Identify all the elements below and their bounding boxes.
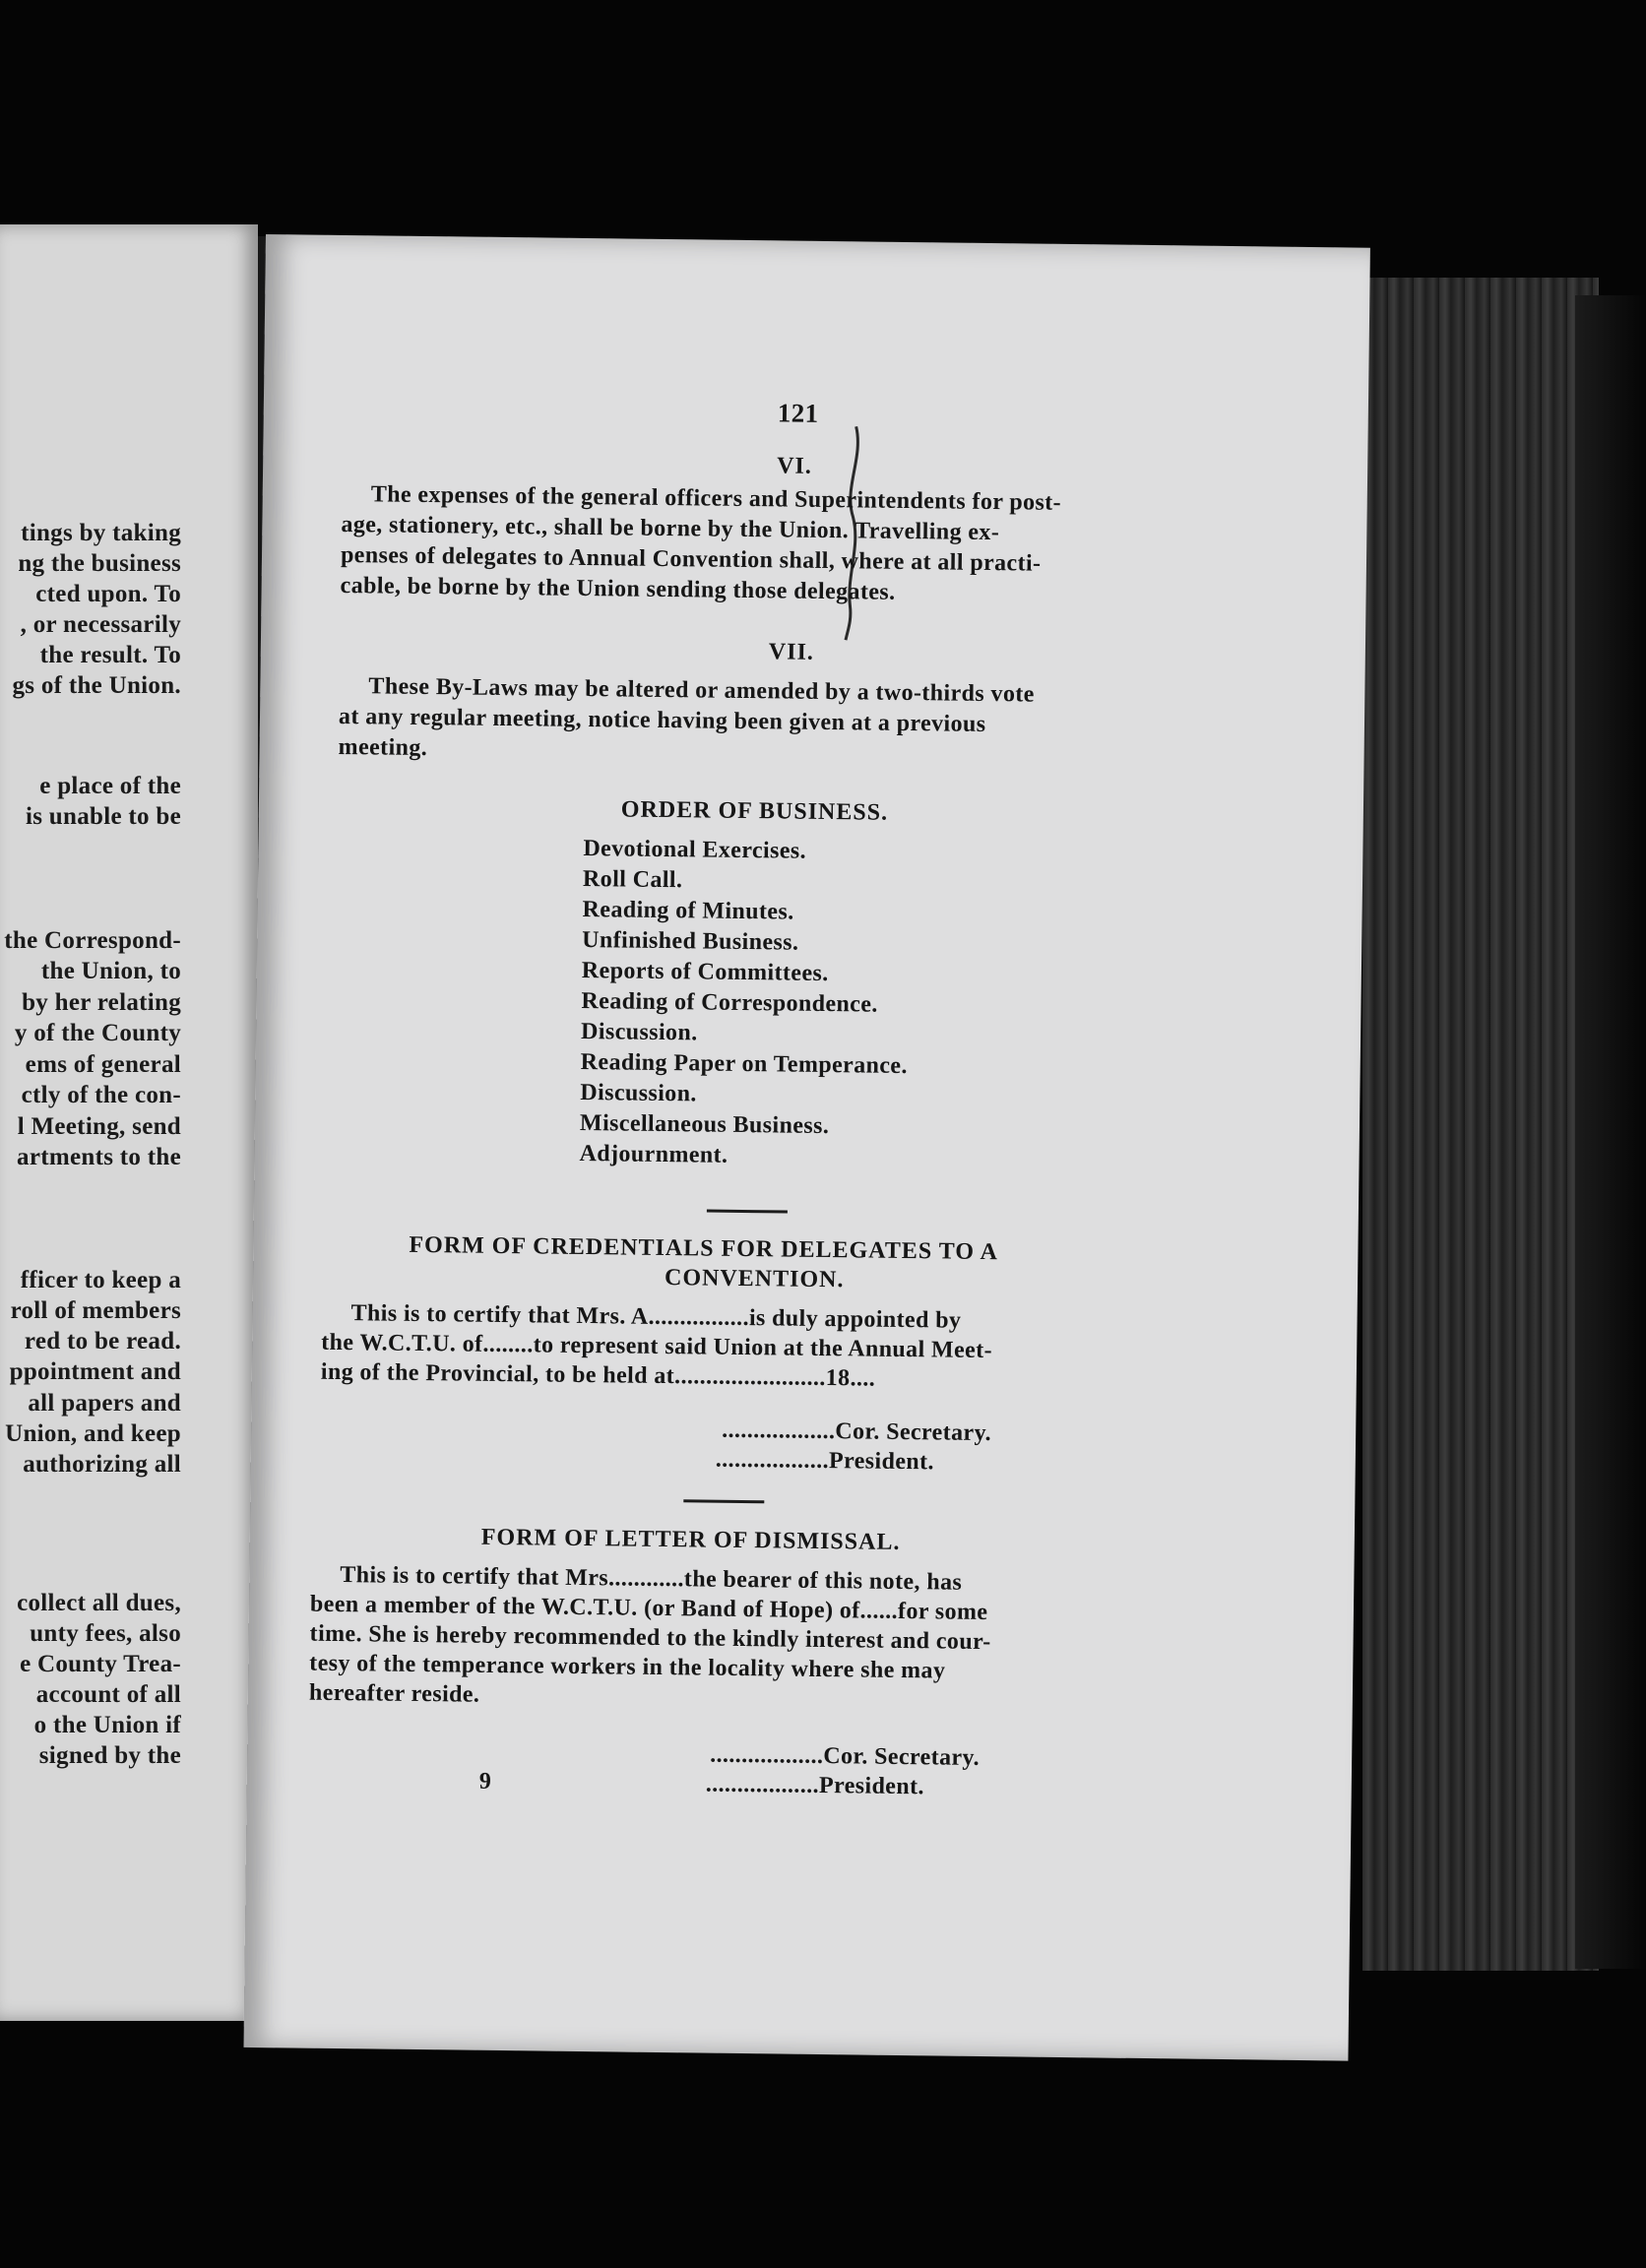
left-page-line: y of the County	[14, 1020, 181, 1046]
credentials-president-signature: ..................President.	[715, 1446, 935, 1476]
dismissal-line: been a member of the W.C.T.U. (or Band of Hope) of......for some	[309, 1591, 988, 1626]
page-edges	[1362, 278, 1599, 1971]
left-page-line: signed by the	[38, 1742, 181, 1769]
left-page-line: o the Union if	[33, 1712, 181, 1738]
page-edges-shadow	[1575, 295, 1646, 1969]
dismissal-heading: FORM OF LETTER OF DISMISSAL.	[480, 1524, 901, 1555]
left-page-line: by her relating	[22, 989, 181, 1016]
left-page-line: ems of general	[25, 1051, 181, 1078]
left-page-line: ng the business	[18, 550, 181, 577]
left-page-line: fficer to keep a	[20, 1267, 181, 1293]
left-page-line: e County Trea-	[20, 1651, 181, 1677]
left-page-line: authorizing all	[23, 1451, 181, 1478]
order-item: Reading of Minutes.	[582, 896, 794, 925]
left-page-line: collect all dues,	[17, 1590, 181, 1616]
dismissal-line: hereafter reside.	[308, 1679, 480, 1708]
left-page-line: ppointment and	[9, 1358, 181, 1385]
section-vii-line: meeting.	[338, 733, 428, 762]
dismissal-line: tesy of the temperance workers in the locality where she may	[309, 1650, 946, 1684]
dismissal-line: time. She is hereby recommended to the kindly interest and cour-	[309, 1620, 991, 1656]
credentials-line: ing of the Provincial, to be held at........................18....	[320, 1358, 876, 1392]
left-page-line: l Meeting, send	[17, 1113, 181, 1140]
dismissal-line: This is to certify that Mrs............the bearer of this note, has	[340, 1562, 963, 1596]
credentials-secretary-signature: ..................Cor. Secretary.	[722, 1417, 992, 1447]
left-page	[0, 224, 258, 2021]
left-page-line: the Correspond-	[4, 927, 181, 954]
credentials-heading-line2: CONVENTION.	[664, 1265, 845, 1293]
section-vii-line: These By-Laws may be altered or amended by a two-thirds vote	[368, 673, 1035, 708]
page-number: 121	[777, 398, 819, 428]
left-page-line: account of all	[35, 1681, 181, 1708]
section-vi-line: The expenses of the general officers and Superintendents for post-	[370, 481, 1062, 516]
left-page-line: roll of members	[10, 1297, 181, 1324]
section-divider	[707, 1210, 788, 1214]
left-page-line: red to be read.	[24, 1328, 181, 1354]
order-item: Miscellaneous Business.	[579, 1109, 830, 1140]
section-vii-line: at any regular meeting, notice having been given at a previous	[338, 703, 986, 737]
credentials-line: the W.C.T.U. of........to represent said Union at the Annual Meet-	[321, 1329, 993, 1364]
left-page-line: the result. To	[39, 642, 181, 668]
left-page-line: unty fees, also	[30, 1620, 181, 1647]
order-item: Reports of Committees.	[581, 957, 829, 987]
left-page-line: ctly of the con-	[21, 1082, 181, 1108]
order-item: Devotional Exercises.	[583, 835, 807, 864]
order-item: Unfinished Business.	[582, 926, 799, 956]
order-item: Adjournment.	[579, 1140, 728, 1168]
left-page-line: all papers and	[28, 1390, 181, 1417]
signature-mark: 9	[478, 1768, 492, 1795]
left-page-line: gs of the Union.	[12, 672, 181, 699]
right-page	[243, 234, 1369, 2061]
credentials-heading-line1: FORM OF CREDENTIALS FOR DELEGATES TO A	[409, 1231, 999, 1266]
dismissal-president-signature: ..................President.	[705, 1771, 925, 1800]
left-page-line: is unable to be	[25, 803, 181, 830]
order-item: Roll Call.	[582, 865, 683, 894]
left-page-line: cted upon. To	[35, 581, 181, 607]
section-vi-line: penses of delegates to Annual Convention shall, where at all practi-	[340, 541, 1042, 577]
dismissal-secretary-signature: ..................Cor. Secretary.	[710, 1741, 981, 1771]
section-divider	[683, 1499, 764, 1503]
section-vi-line: age, stationery, etc., shall be borne by the Union. Travelling ex-	[341, 511, 1000, 546]
order-item: Reading of Correspondence.	[581, 987, 878, 1018]
left-page-line: artments to the	[17, 1144, 181, 1170]
section-vii-heading: VII.	[768, 639, 815, 665]
credentials-line: This is to certify that Mrs. A................is duly appointed by	[350, 1300, 962, 1334]
section-vi-heading: VI.	[777, 453, 812, 479]
left-page-line: Union, and keep	[5, 1420, 181, 1447]
order-item: Discussion.	[580, 1079, 697, 1107]
left-page-line: , or necessarily	[20, 611, 181, 638]
order-item: Reading Paper on Temperance.	[580, 1048, 908, 1080]
left-page-line: tings by taking	[21, 520, 181, 546]
order-of-business-heading: ORDER OF BUSINESS.	[620, 796, 889, 826]
section-vi-line: cable, be borne by the Union sending those delegates.	[340, 572, 896, 605]
order-item: Discussion.	[580, 1018, 698, 1046]
left-page-line: e place of the	[39, 773, 181, 799]
left-page-line: the Union, to	[40, 958, 181, 984]
